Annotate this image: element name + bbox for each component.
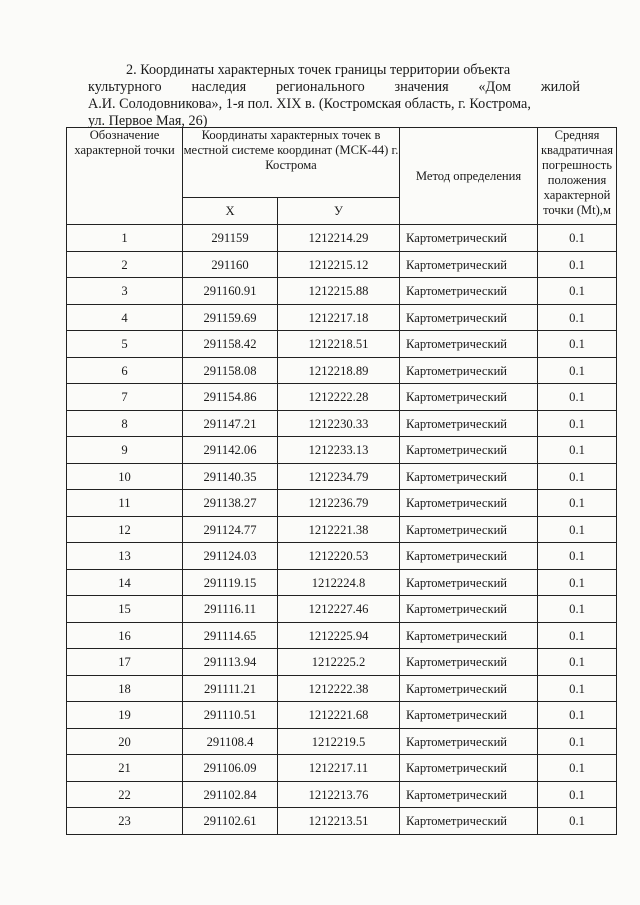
cell-y-coordinate: 1212234.79	[278, 463, 400, 490]
cell-method: Картометрический	[400, 490, 538, 517]
cell-method: Картометрический	[400, 543, 538, 570]
cell-y-coordinate: 1212214.29	[278, 225, 400, 252]
cell-point-number: 20	[67, 728, 183, 755]
cell-point-number: 9	[67, 437, 183, 464]
cell-x-coordinate: 291154.86	[183, 384, 278, 411]
cell-y-coordinate: 1212225.94	[278, 622, 400, 649]
table-body	[67, 225, 617, 835]
cell-mt-error: 0.1	[538, 278, 617, 305]
cell-x-coordinate: 291158.08	[183, 357, 278, 384]
cell-x-coordinate: 291110.51	[183, 702, 278, 729]
cell-point-number: 22	[67, 781, 183, 808]
cell-x-coordinate: 291140.35	[183, 463, 278, 490]
cell-x-coordinate: 291106.09	[183, 755, 278, 782]
cell-method: Картометрический	[400, 728, 538, 755]
cell-x-coordinate: 291124.77	[183, 516, 278, 543]
cell-mt-error: 0.1	[538, 225, 617, 252]
document-heading	[88, 62, 580, 130]
table-row	[67, 410, 617, 437]
cell-x-coordinate: 291147.21	[183, 410, 278, 437]
cell-method: Картометрический	[400, 278, 538, 305]
cell-mt-error: 0.1	[538, 490, 617, 517]
header-method: Метод определения	[400, 128, 538, 225]
heading-line-3: А.И. Солодовникова», 1-я пол. XIX в. (Костромская область, г. Кострома,	[88, 96, 531, 112]
table-row	[67, 463, 617, 490]
cell-mt-error: 0.1	[538, 781, 617, 808]
cell-mt-error: 0.1	[538, 755, 617, 782]
cell-x-coordinate: 291119.15	[183, 569, 278, 596]
header-y: У	[278, 198, 400, 225]
cell-point-number: 13	[67, 543, 183, 570]
header-x: X	[183, 198, 278, 225]
cell-x-coordinate: 291138.27	[183, 490, 278, 517]
cell-point-number: 21	[67, 755, 183, 782]
cell-y-coordinate: 1212230.33	[278, 410, 400, 437]
table-row	[67, 755, 617, 782]
cell-point-number: 10	[67, 463, 183, 490]
cell-method: Картометрический	[400, 437, 538, 464]
cell-mt-error: 0.1	[538, 463, 617, 490]
cell-method: Картометрический	[400, 357, 538, 384]
cell-x-coordinate: 291108.4	[183, 728, 278, 755]
cell-point-number: 1	[67, 225, 183, 252]
cell-method: Картометрический	[400, 331, 538, 358]
cell-mt-error: 0.1	[538, 649, 617, 676]
heading-line-4: ул. Первое Мая, 26)	[88, 113, 208, 129]
cell-y-coordinate: 1212224.8	[278, 569, 400, 596]
cell-y-coordinate: 1212213.51	[278, 808, 400, 835]
cell-method: Картометрический	[400, 675, 538, 702]
cell-x-coordinate: 291114.65	[183, 622, 278, 649]
cell-method: Картометрический	[400, 251, 538, 278]
table-row	[67, 225, 617, 252]
cell-point-number: 2	[67, 251, 183, 278]
cell-point-number: 3	[67, 278, 183, 305]
table-row	[67, 384, 617, 411]
cell-method: Картометрический	[400, 569, 538, 596]
cell-y-coordinate: 1212215.12	[278, 251, 400, 278]
table-row	[67, 543, 617, 570]
cell-point-number: 17	[67, 649, 183, 676]
cell-x-coordinate: 291113.94	[183, 649, 278, 676]
cell-mt-error: 0.1	[538, 569, 617, 596]
cell-point-number: 5	[67, 331, 183, 358]
cell-y-coordinate: 1212236.79	[278, 490, 400, 517]
cell-y-coordinate: 1212225.2	[278, 649, 400, 676]
cell-x-coordinate: 291142.06	[183, 437, 278, 464]
cell-method: Картометрический	[400, 410, 538, 437]
cell-mt-error: 0.1	[538, 543, 617, 570]
cell-x-coordinate: 291160.91	[183, 278, 278, 305]
cell-method: Картометрический	[400, 808, 538, 835]
cell-method: Картометрический	[400, 384, 538, 411]
cell-x-coordinate: 291159	[183, 225, 278, 252]
cell-point-number: 19	[67, 702, 183, 729]
cell-mt-error: 0.1	[538, 675, 617, 702]
cell-point-number: 11	[67, 490, 183, 517]
cell-x-coordinate: 291158.42	[183, 331, 278, 358]
cell-mt-error: 0.1	[538, 437, 617, 464]
cell-y-coordinate: 1212218.89	[278, 357, 400, 384]
table-row	[67, 596, 617, 623]
cell-mt-error: 0.1	[538, 516, 617, 543]
cell-x-coordinate: 291102.84	[183, 781, 278, 808]
cell-method: Картометрический	[400, 755, 538, 782]
cell-y-coordinate: 1212217.11	[278, 755, 400, 782]
cell-method: Картометрический	[400, 702, 538, 729]
cell-point-number: 18	[67, 675, 183, 702]
cell-y-coordinate: 1212219.5	[278, 728, 400, 755]
table-row	[67, 569, 617, 596]
table-row	[67, 622, 617, 649]
cell-y-coordinate: 1212227.46	[278, 596, 400, 623]
cell-method: Картометрический	[400, 596, 538, 623]
cell-x-coordinate: 291124.03	[183, 543, 278, 570]
header-coordinates: Координаты характерных точек в местной системе координат (МСК-44) г. Кострома	[183, 128, 400, 198]
cell-y-coordinate: 1212213.76	[278, 781, 400, 808]
cell-mt-error: 0.1	[538, 622, 617, 649]
table-row	[67, 781, 617, 808]
cell-mt-error: 0.1	[538, 304, 617, 331]
cell-point-number: 14	[67, 569, 183, 596]
table-row	[67, 808, 617, 835]
cell-y-coordinate: 1212217.18	[278, 304, 400, 331]
cell-mt-error: 0.1	[538, 331, 617, 358]
cell-mt-error: 0.1	[538, 251, 617, 278]
table-row	[67, 728, 617, 755]
table-row	[67, 304, 617, 331]
table-row	[67, 357, 617, 384]
cell-method: Картометрический	[400, 304, 538, 331]
table-row	[67, 437, 617, 464]
heading-line-1: 2. Координаты характерных точек границы территории объекта	[126, 62, 511, 78]
cell-y-coordinate: 1212222.38	[278, 675, 400, 702]
cell-point-number: 6	[67, 357, 183, 384]
cell-mt-error: 0.1	[538, 410, 617, 437]
cell-point-number: 23	[67, 808, 183, 835]
cell-y-coordinate: 1212222.28	[278, 384, 400, 411]
cell-point-number: 16	[67, 622, 183, 649]
header-point-id: Обозначение характерной точки	[67, 128, 183, 225]
table-row	[67, 649, 617, 676]
cell-mt-error: 0.1	[538, 384, 617, 411]
cell-mt-error: 0.1	[538, 728, 617, 755]
table-row	[67, 702, 617, 729]
table-row	[67, 331, 617, 358]
cell-point-number: 12	[67, 516, 183, 543]
table-row	[67, 490, 617, 517]
cell-y-coordinate: 1212220.53	[278, 543, 400, 570]
cell-x-coordinate: 291102.61	[183, 808, 278, 835]
cell-x-coordinate: 291116.11	[183, 596, 278, 623]
header-error: Средняя квадратичная погрешность положения характерной точки (Mt),м	[538, 128, 617, 225]
cell-point-number: 4	[67, 304, 183, 331]
cell-method: Картометрический	[400, 649, 538, 676]
table-row	[67, 251, 617, 278]
cell-x-coordinate: 291111.21	[183, 675, 278, 702]
cell-method: Картометрический	[400, 781, 538, 808]
cell-y-coordinate: 1212233.13	[278, 437, 400, 464]
cell-x-coordinate: 291160	[183, 251, 278, 278]
table-row	[67, 516, 617, 543]
cell-method: Картометрический	[400, 225, 538, 252]
cell-method: Картометрический	[400, 463, 538, 490]
cell-mt-error: 0.1	[538, 702, 617, 729]
cell-y-coordinate: 1212218.51	[278, 331, 400, 358]
cell-x-coordinate: 291159.69	[183, 304, 278, 331]
cell-y-coordinate: 1212221.68	[278, 702, 400, 729]
cell-method: Картометрический	[400, 622, 538, 649]
coordinates-table	[66, 127, 617, 835]
table-row	[67, 278, 617, 305]
cell-point-number: 7	[67, 384, 183, 411]
cell-mt-error: 0.1	[538, 596, 617, 623]
table-row	[67, 675, 617, 702]
cell-mt-error: 0.1	[538, 357, 617, 384]
cell-point-number: 15	[67, 596, 183, 623]
cell-y-coordinate: 1212221.38	[278, 516, 400, 543]
heading-line-2: культурного наследия регионального значения «Дом жилой	[88, 79, 580, 95]
cell-point-number: 8	[67, 410, 183, 437]
cell-method: Картометрический	[400, 516, 538, 543]
cell-y-coordinate: 1212215.88	[278, 278, 400, 305]
cell-mt-error: 0.1	[538, 808, 617, 835]
